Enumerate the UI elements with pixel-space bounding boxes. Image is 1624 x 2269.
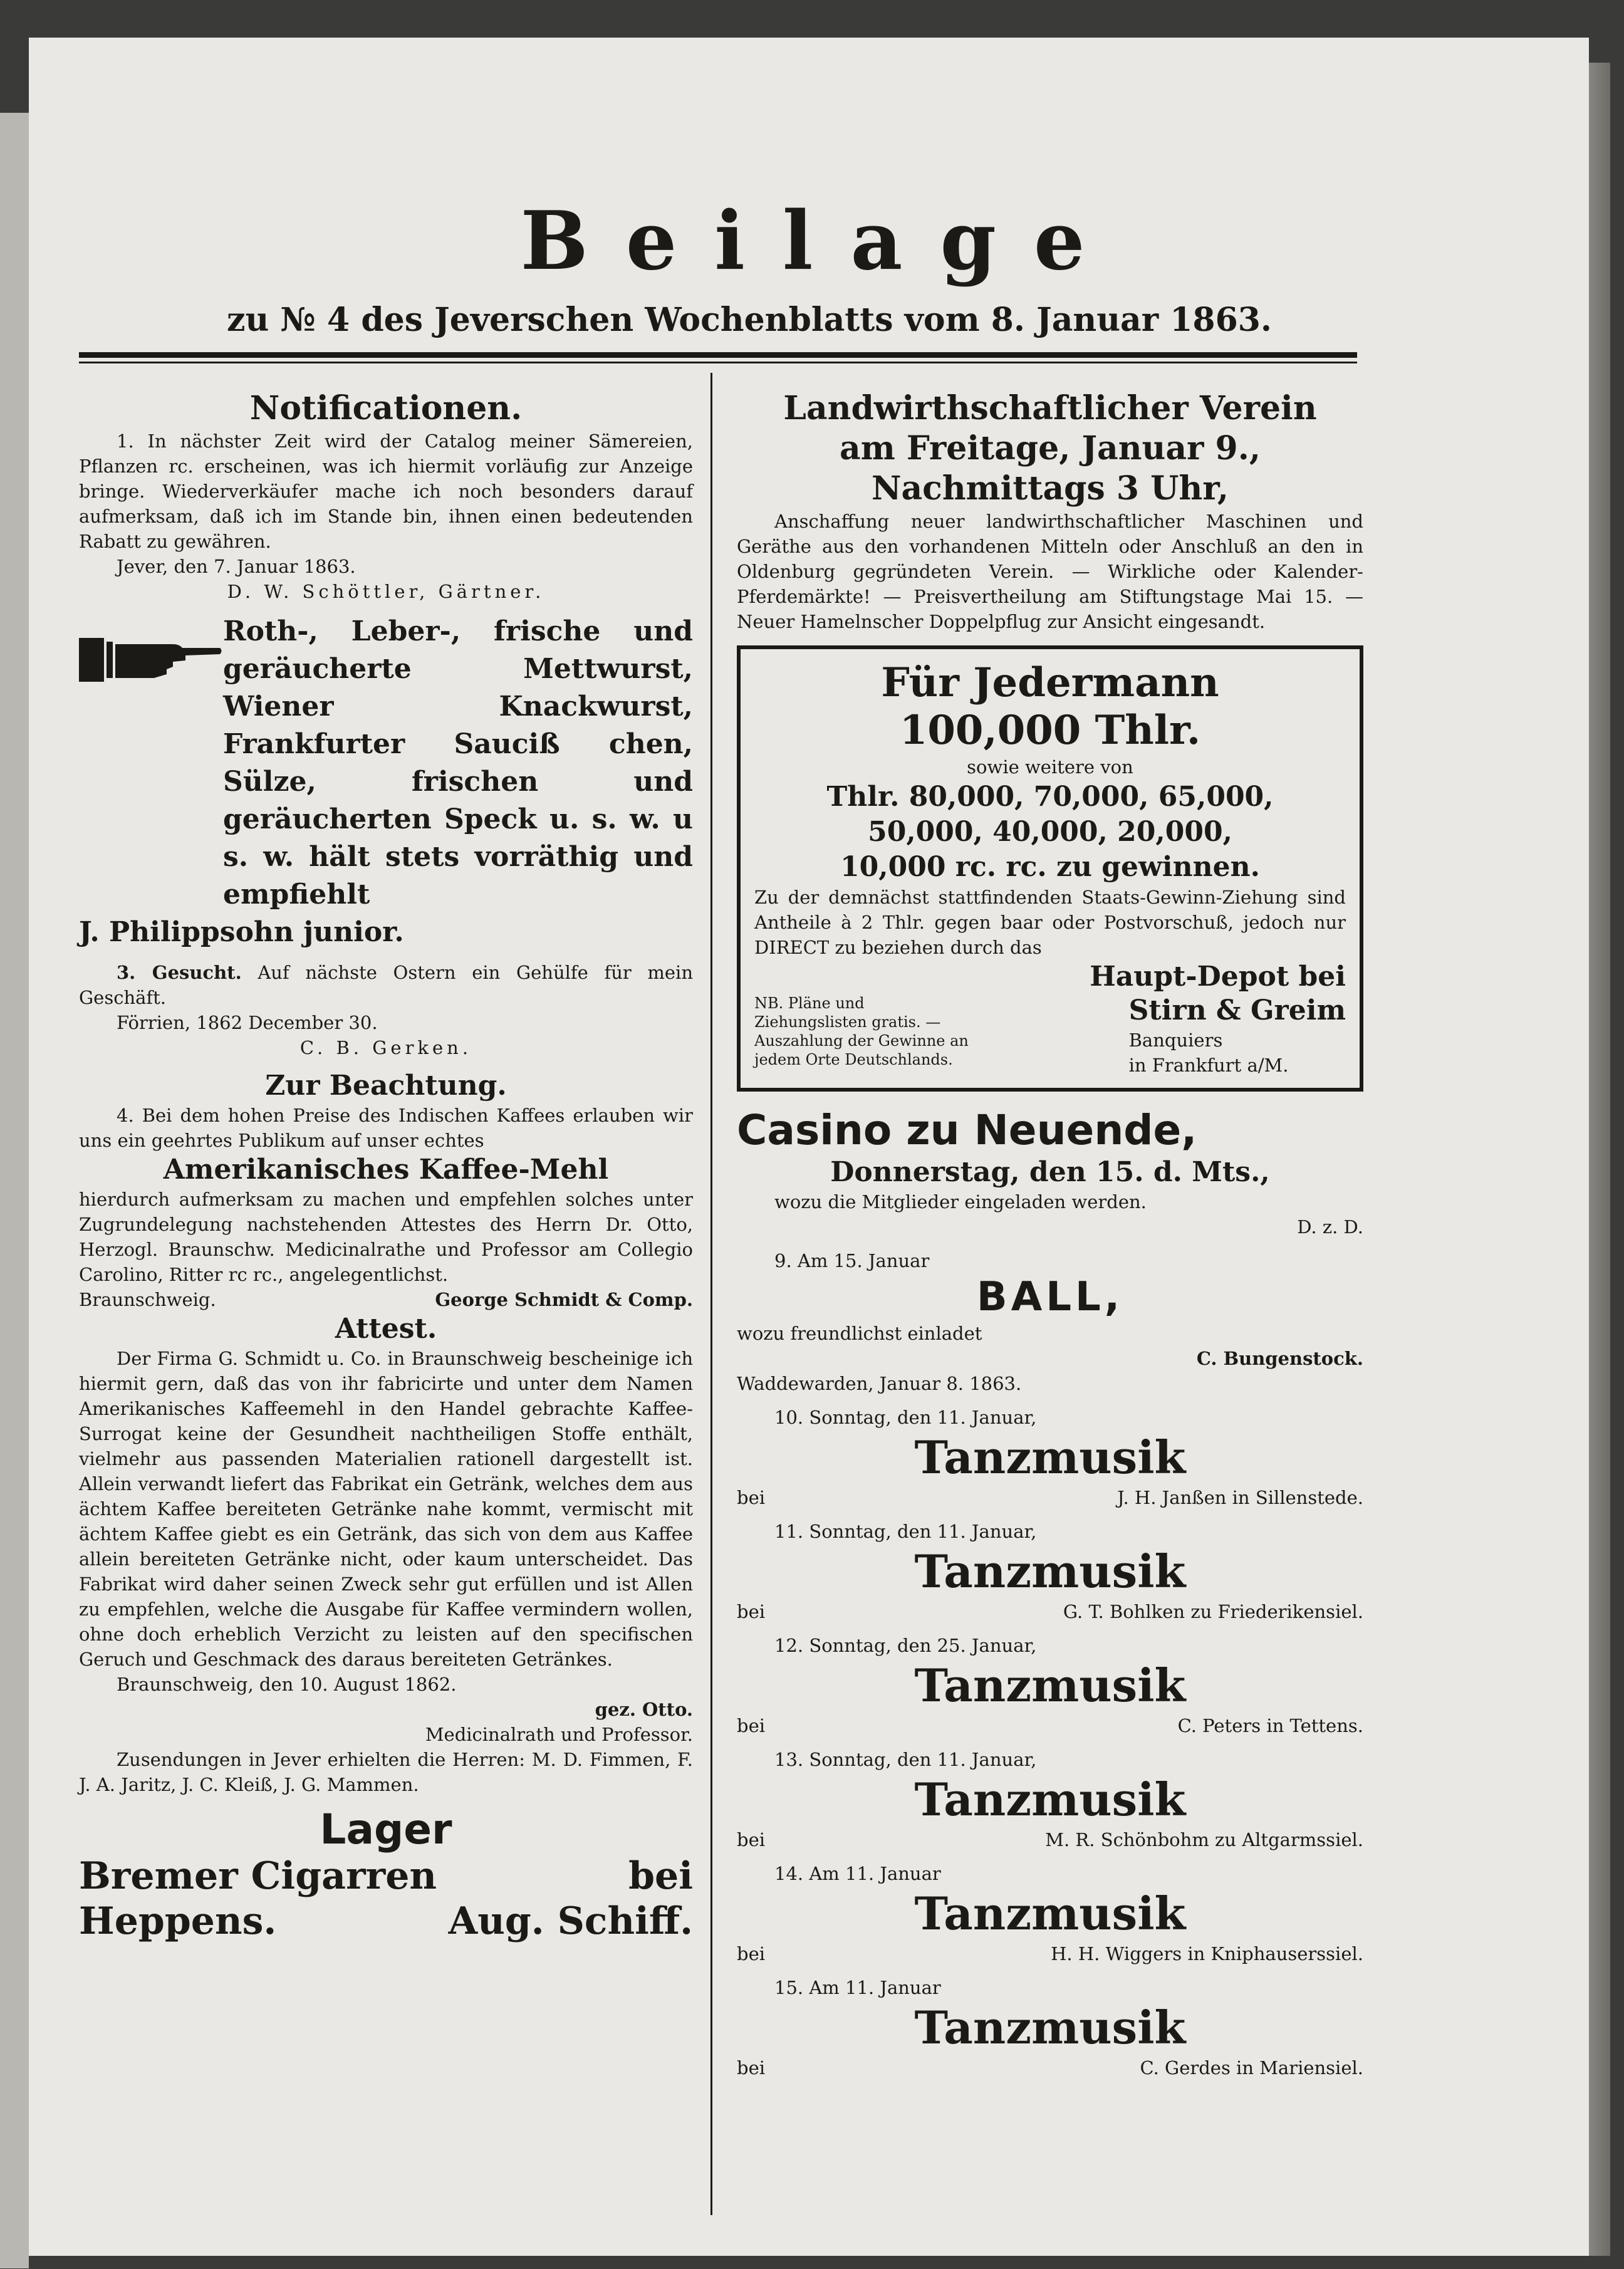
attest-signature: gez. Otto. xyxy=(595,1699,693,1720)
notice-3-label: 3. Gesucht. xyxy=(117,962,242,983)
notice-3-text: Auf nächste Ostern ein Gehülfe für mein Geschäft. xyxy=(79,962,694,1008)
notice-13-host: M. R. Schönbohm zu Altgarmssiel. xyxy=(1045,1829,1363,1850)
notice-9-ball: BALL, xyxy=(976,1274,1124,1320)
masthead-rule-thin xyxy=(79,362,1357,363)
masthead-subtitle: zu № 4 des Jeverschen Wochenblatts vom 8. Januar 1863. xyxy=(226,301,1273,339)
notice-4-place: Braunschweig. xyxy=(79,1289,216,1310)
notice-9-text: wozu freundlichst einladet xyxy=(737,1323,982,1344)
cigar-ad-place: Heppens. xyxy=(79,1899,277,1943)
notice-12-date: 12. Sonntag, den 25. Januar, xyxy=(774,1635,1037,1656)
casino-notice xyxy=(737,1105,1363,1239)
attest-text: Der Firma G. Schmidt u. Co. in Braunschweig bescheinige ich hiermit gern, daß das von ihr fabricirte und unter dem Namen Amerikanisches Kaffeemehl in den Handel gebrachte Kaffee-Surrogat keine der Gesundheit nachtheiligen Stoffe enthält, vielmehr aus passenden Materialien rationell dargestellt ist. Allein verwandt liefert das Fabrikat ein Getränk, welches dem aus ächtem Kaffee bereiteten Getränke nahe kommt, vermischt mit ächtem Kaffee giebt es ein Getränk, das sich von dem aus Kaffee allein bereiteten Getränke nicht, oder kaum unterscheidet. Das Fabrikat wird daher seinen Zweck sehr gut erfüllen und ist Allen zu empfehlen, welche die Ausgabe für Kaffee vermindern wollen, ohne doch erheblich Verzicht zu leisten auf den specifischen Geruch und Geschmack des daraus bereiteten Getränkes. xyxy=(79,1348,693,1670)
attest-title: Medicinalrath und Professor. xyxy=(425,1724,693,1745)
pointing-hand-icon xyxy=(79,625,223,694)
notice-15 xyxy=(737,1975,1363,2080)
cigar-ad-cigarren: Bremer Cigarren xyxy=(79,1854,437,1898)
notice-1-signature: D. W. Schöttler, Gärtner. xyxy=(227,581,545,602)
lottery-ad-numbers-3: 10,000 rc. rc. zu gewinnen. xyxy=(840,851,1260,883)
verein-notice xyxy=(737,389,1363,634)
notice-11 xyxy=(737,1519,1363,1624)
notice-15-bei: bei xyxy=(737,2057,766,2079)
lottery-ad-text: Zu der demnächst stattfindenden Staats-Gewinn-Ziehung sind Antheile à 2 Thlr. gegen baar oder Postvorschuß, jedoch nur DIRECT zu beziehen durch das xyxy=(754,887,1346,958)
notice-9-place-date: Waddewarden, Januar 8. 1863. xyxy=(737,1373,1022,1394)
notice-12-host: C. Peters in Tettens. xyxy=(1177,1715,1363,1736)
notice-2-signature: J. Philippsohn junior. xyxy=(79,916,404,948)
notice-4 xyxy=(79,1069,693,1797)
cigar-ad-bei: bei xyxy=(628,1854,693,1898)
notice-9-signature: C. Bungenstock. xyxy=(1196,1348,1363,1369)
notice-12-bei: bei xyxy=(737,1715,766,1736)
verein-line-3: Nachmittags 3 Uhr, xyxy=(871,469,1229,508)
notice-14-bei: bei xyxy=(737,1943,766,1964)
notice-11-tanzmusik: Tanzmusik xyxy=(914,1545,1186,1598)
notice-4-product: Amerikanisches Kaffee-Mehl xyxy=(163,1154,609,1186)
casino-title: Casino zu Neuende, xyxy=(737,1106,1197,1154)
column-divider xyxy=(710,373,712,2215)
notice-4-heading: Zur Beachtung. xyxy=(265,1070,507,1102)
notice-10-date: 10. Sonntag, den 11. Januar, xyxy=(774,1407,1037,1428)
notice-13-bei: bei xyxy=(737,1829,766,1850)
lottery-ad-bankiers: Banquiers xyxy=(1128,1030,1223,1051)
notice-13-tanzmusik: Tanzmusik xyxy=(914,1773,1186,1826)
masthead-title: Beilage xyxy=(520,194,1123,288)
cigar-ad-merchant: Aug. Schiff. xyxy=(448,1899,693,1943)
notice-12-tanzmusik: Tanzmusik xyxy=(914,1659,1186,1712)
lottery-ad-amount: 100,000 Thlr. xyxy=(899,707,1201,754)
notice-9 xyxy=(737,1248,1363,1396)
notice-15-host: C. Gerdes in Mariensiel. xyxy=(1140,2057,1363,2079)
lottery-ad-numbers-2: 50,000, 40,000, 20,000, xyxy=(868,816,1232,848)
notice-1-date: Jever, den 7. Januar 1863. xyxy=(117,556,356,577)
notice-10-bei: bei xyxy=(737,1487,766,1508)
right-column xyxy=(737,389,1363,2089)
notice-15-date: 15. Am 11. Januar xyxy=(774,1977,941,1998)
notice-15-tanzmusik: Tanzmusik xyxy=(914,2001,1186,2054)
notice-3-date: Förrien, 1862 December 30. xyxy=(117,1012,378,1033)
notice-10 xyxy=(737,1405,1363,1510)
notice-4-text: 4. Bei dem hohen Preise des Indischen Kaffees erlauben wir uns ein geehrtes Publikum auf unser echtes xyxy=(79,1105,693,1151)
attest-date: Braunschweig, den 10. August 1862. xyxy=(117,1674,457,1695)
lottery-ad-title: Für Jedermann xyxy=(881,659,1219,706)
notice-2 xyxy=(79,613,693,951)
lottery-ad-sowie: sowie weitere von xyxy=(967,756,1133,778)
notice-12 xyxy=(737,1633,1363,1738)
notice-11-host: G. T. Bohlken zu Friederikensiel. xyxy=(1063,1601,1363,1622)
cigar-ad-lager: Lager xyxy=(320,1805,452,1854)
cigar-ad xyxy=(79,1806,693,1944)
notifications-heading: Notificationen. xyxy=(249,389,523,427)
lottery-ad xyxy=(737,645,1363,1092)
notice-3-signature: C. B. Gerken. xyxy=(299,1037,472,1058)
notice-3 xyxy=(79,960,693,1060)
notice-10-host: J. H. Janßen in Sillenstede. xyxy=(1117,1487,1363,1508)
notice-14-tanzmusik: Tanzmusik xyxy=(914,1887,1186,1940)
notice-4-firm: George Schmidt & Comp. xyxy=(435,1289,693,1310)
left-column xyxy=(79,389,693,1953)
notice-14-host: H. H. Wiggers in Kniphauserssiel. xyxy=(1051,1943,1363,1964)
adjacent-page-edge xyxy=(0,113,29,2268)
notice-11-bei: bei xyxy=(737,1601,766,1622)
verein-line-1: Landwirthschaftlicher Verein xyxy=(783,389,1317,427)
dealers-list: Zusendungen in Jever erhielten die Herren: M. D. Fimmen, F. J. A. Jaritz, J. C. Kleiß, J. G. Mammen. xyxy=(79,1749,693,1795)
notice-14 xyxy=(737,1861,1363,1966)
lottery-ad-depot: Haupt-Depot bei xyxy=(1090,961,1346,993)
masthead-rule xyxy=(79,352,1357,358)
notice-4-text-2: hierdurch aufmerksam zu machen und empfehlen solches unter Zugrundelegung nachstehenden Attestes des Herrn Dr. Otto, Herzogl. Braunschw. Medicinalrathe und Professor am Collegio Carolino, Ritter rc rc., angelegentlichst. xyxy=(79,1189,693,1285)
notice-13-date: 13. Sonntag, den 11. Januar, xyxy=(774,1749,1037,1770)
notice-2-text: Roth-, Leber-, frische und geräucherte Mettwurst, Wiener Knackwurst, Frankfurter Sauciß chen, Sülze, frischen und geräucherten Speck u. s. w. u s. w. hält stets vorräthig und empfiehlt xyxy=(223,615,693,910)
notice-10-tanzmusik: Tanzmusik xyxy=(914,1431,1186,1484)
casino-text: wozu die Mitglieder eingeladen werden. xyxy=(774,1191,1147,1213)
notice-14-date: 14. Am 11. Januar xyxy=(774,1863,941,1884)
notice-1-text: 1. In nächster Zeit wird der Catalog meiner Sämereien, Pflanzen rc. erscheinen, was ich hiermit vorläufig zur Anzeige bringe. Wiederverkäufer mache ich noch besonders darauf aufmerksam, daß ich im Stande bin, ihnen einen bedeutenden Rabatt zu gewähren. xyxy=(79,430,693,552)
lottery-ad-numbers-1: Thlr. 80,000, 70,000, 65,000, xyxy=(826,781,1274,813)
lottery-ad-nb: NB. Pläne und Ziehungslisten gratis. — Auszahlung der Gewinne an jedem Orte Deutschlands. xyxy=(754,994,969,1068)
casino-signature: D. z. D. xyxy=(1297,1216,1363,1238)
notice-1 xyxy=(79,429,693,604)
notice-13 xyxy=(737,1747,1363,1852)
verein-text: Anschaffung neuer landwirthschaftlicher Maschinen und Geräthe aus den vorhandenen Mitteln oder Anschluß an den in Oldenburg gegründeten Verein. — Wirkliche oder Kalender-Pferdemärkte! — Preisvertheilung am Stiftungstage Mai 15. — Neuer Hamelnscher Doppelpflug zur Ansicht eingesandt. xyxy=(737,511,1363,632)
verein-line-2: am Freitage, Januar 9., xyxy=(840,429,1261,467)
casino-date: Donnerstag, den 15. d. Mts., xyxy=(830,1156,1270,1188)
attest-heading: Attest. xyxy=(335,1313,437,1345)
notice-9-date: 9. Am 15. Januar xyxy=(774,1250,930,1271)
notice-11-date: 11. Sonntag, den 11. Januar, xyxy=(774,1521,1037,1542)
lottery-ad-firm: Stirn & Greim xyxy=(1128,994,1346,1026)
newspaper-page xyxy=(29,38,1589,2256)
lottery-ad-city: in Frankfurt a/M. xyxy=(1128,1055,1289,1076)
